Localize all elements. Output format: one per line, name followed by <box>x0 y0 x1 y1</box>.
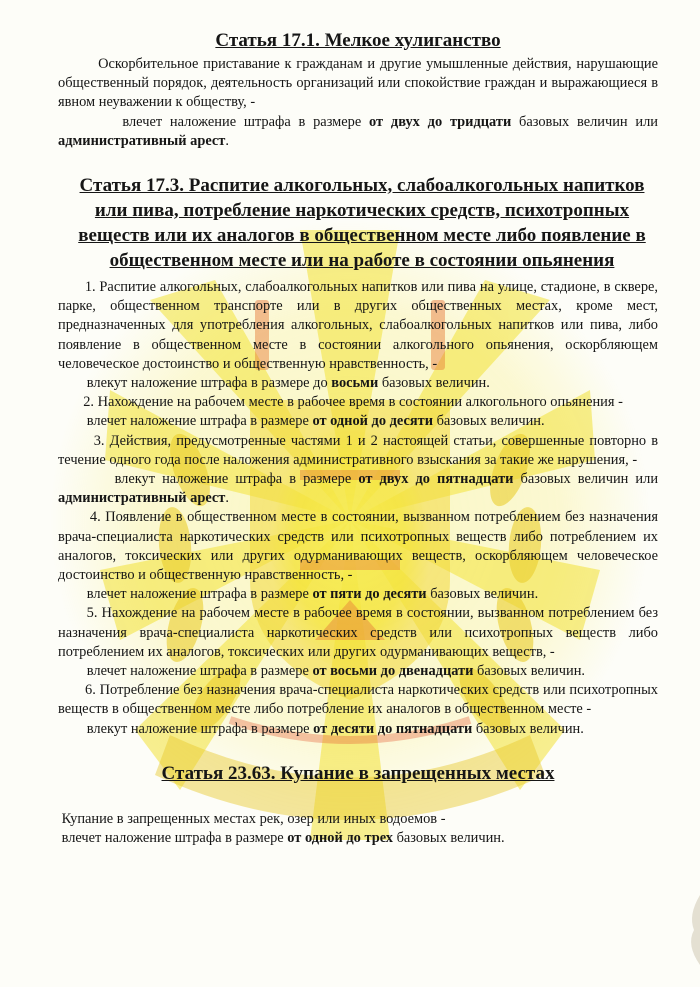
penalty-text: влечет наложение штрафа в размере <box>86 663 313 680</box>
article-17-3-part <box>58 604 658 662</box>
penalty-text: влекут наложение штрафа в размере <box>114 471 359 488</box>
article-17-3-part <box>58 278 658 374</box>
penalty-text: базовых величин. <box>433 413 545 430</box>
part-text: 1. Распитие алкогольных, слабоалкогольных напитков или пива на улице, стадионе, в сквере, парке, общественном транспорте или в других общественных местах, кроме мест, предназначенных для употребления алкогольных, слабоалкогольных напитков или пива, либо появление в общественном месте в состоянии алкогольного опьянения, оскорбляющем человеческое достоинство и общественную нравственность, - <box>58 279 659 372</box>
article-17-3-part-penalty <box>58 412 658 431</box>
article-17-3-part-penalty <box>58 720 658 739</box>
part-text: 3. Действия, предусмотренные частями 1 и 2 настоящей статьи, совершенные повторно в течение одного года после наложения административного взыскания за такие же нарушения, - <box>58 432 659 468</box>
article-17-1-body <box>58 55 658 113</box>
penalty-text: базовых величин или <box>511 113 658 130</box>
part-text: 2. Нахождение на рабочем месте в рабочее время в состоянии алкогольного опьянения - <box>83 394 623 411</box>
penalty-amount: от одной до десяти <box>312 413 433 430</box>
penalty-amount: восьми <box>331 375 379 392</box>
penalty-text: влечет наложение штрафа в размере <box>122 113 370 130</box>
penalty-text: базовых величин. <box>378 375 490 392</box>
article-17-3-parts <box>58 278 658 739</box>
penalty-amount: от пяти до десяти <box>312 586 427 603</box>
paper-edge-mark <box>684 895 700 965</box>
article-17-1-text: Оскорбительное приставание к гражданам и другие умышленные действия, нарушающие общественный порядок, деятельность организаций или спокойствие граждан и выражающиеся в явном неуважении к обществу, - <box>58 56 659 111</box>
article-17-3-part-penalty <box>58 374 658 393</box>
article-23-63-penalty <box>58 829 658 848</box>
part-text: 6. Потребление без назначения врача-специалиста наркотических средств или психотропных веществ в общественном месте либо потребление их аналогов в общественном месте - <box>58 682 659 718</box>
article-17-3-part <box>58 508 658 585</box>
penalty-text: базовых величин или <box>513 471 659 488</box>
part-text: 5. Нахождение на рабочем месте в рабочее время в состоянии, вызванном потреблением без назначения врача-специалиста наркотических средств или психотропных веществ либо потреблением их аналогов, токсических или других одурманивающих веществ, - <box>58 605 658 660</box>
penalty-amount: от двух до тридцати <box>369 113 512 130</box>
article-17-3-part-penalty <box>58 662 658 681</box>
penalty-text: . <box>225 132 229 149</box>
article-17-3-part <box>58 432 658 470</box>
penalty-amount: от одной до трех <box>287 830 393 847</box>
penalty-arrest: административный арест <box>58 490 226 507</box>
article-17-1-penalty <box>58 113 658 151</box>
article-17-3-part <box>58 393 658 412</box>
penalty-amount: от двух до пятнадцати <box>358 471 514 488</box>
article-17-3-part <box>58 681 658 719</box>
article-23-63-body <box>58 810 658 829</box>
penalty-text: базовых величин. <box>472 720 584 737</box>
penalty-text: базовых величин. <box>473 663 585 680</box>
penalty-text: базовых величин. <box>393 830 505 847</box>
penalty-arrest: административный арест <box>58 132 226 149</box>
penalty-text: влекут наложение штрафа в размере <box>86 720 314 737</box>
article-17-3-title: Статья 17.3. Распитие алкогольных, слабоалкогольных напитков или пива, потребление наркотических средств, психотропных веществ или их аналогов в общественном месте либо появление в общественном месте или на работе в состоянии опьянения <box>78 175 646 272</box>
penalty-text: влечет наложение штрафа в размере <box>86 586 313 603</box>
article-17-3-part-penalty <box>58 470 658 508</box>
article-23-63-title: Статья 23.63. Купание в запрещенных местах <box>161 762 555 784</box>
penalty-text: базовых величин. <box>426 586 539 603</box>
penalty-text: . <box>225 490 229 507</box>
part-text: 4. Появление в общественном месте в состоянии, вызванном потреблением без назначения врача-специалиста наркотических средств или психотропных веществ либо потреблением их аналогов, токсических или других одурманивающих веществ, оскорбляющем человеческое достоинство и общественную нравственность, - <box>58 509 658 584</box>
article-23-63-text: Купание в запрещенных местах рек, озер или иных водоемов - <box>61 810 446 827</box>
penalty-text: влечет наложение штрафа в размере <box>61 830 288 847</box>
article-17-1-title: Статья 17.1. Мелкое хулиганство <box>215 30 501 51</box>
penalty-text: влечет наложение штрафа в размере <box>86 413 313 430</box>
penalty-text: влекут наложение штрафа в размере до <box>86 375 332 392</box>
article-17-3-part-penalty <box>58 585 658 604</box>
penalty-amount: от десяти до пятнадцати <box>313 720 473 737</box>
penalty-amount: от восьми до двенадцати <box>312 663 474 680</box>
